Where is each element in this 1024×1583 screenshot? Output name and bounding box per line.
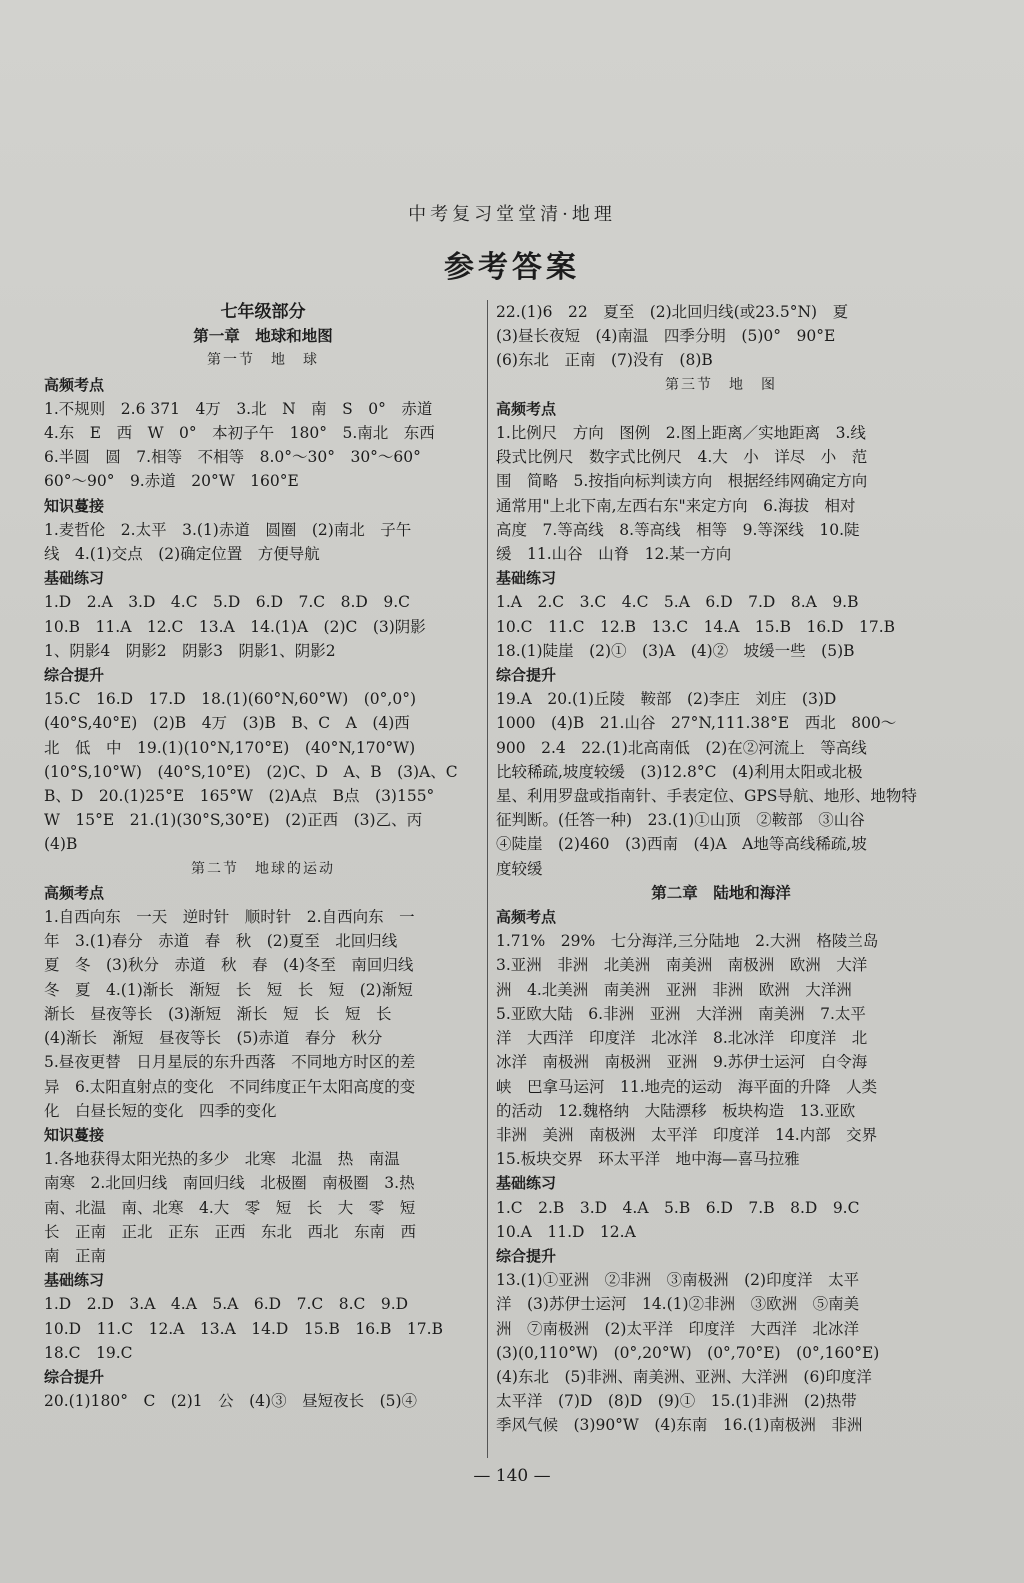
- page-number: — 140 —: [473, 1466, 551, 1486]
- answer-line: 高度 7.等高线 8.等高线 相等 9.等深线 10.陡: [496, 520, 860, 539]
- answer-line: 的活动 12.魏格纳 大陆漂移 板块构造 13.亚欧: [496, 1101, 856, 1120]
- answer-line: 非洲 美洲 南极洲 太平洋 印度洋 14.内部 交界: [496, 1125, 878, 1144]
- answer-line: 5.亚欧大陆 6.非洲 亚洲 大洋洲 南美洲 7.太平: [496, 1004, 866, 1023]
- answer-line: 18.(1)陡崖 (2)① (3)A (4)② 坡缓一些 (5)B: [496, 641, 855, 660]
- answer-line: 3.亚洲 非洲 北美洲 南美洲 南极洲 欧洲 大洋: [496, 956, 868, 975]
- section-heading: 第三节 地 图: [665, 376, 777, 393]
- answer-line: 10.B 11.A 12.C 13.A 14.(1)A (2)C (3)阴影: [44, 617, 426, 636]
- answer-line: 19.A 20.(1)丘陵 鞍部 (2)李庄 刘庄 (3)D: [496, 690, 837, 709]
- subsection-label: 基础练习: [44, 569, 105, 588]
- answer-line: 1.D 2.D 3.A 4.A 5.A 6.D 7.C 8.C 9.D: [44, 1295, 409, 1314]
- answer-line: 13.(1)①亚洲 ②非洲 ③南极洲 (2)印度洋 太平: [496, 1271, 860, 1290]
- subsection-label: 高频考点: [496, 908, 557, 927]
- answer-line: 1.比例尺 方向 图例 2.图上距离／实地距离 3.线: [496, 424, 866, 443]
- answer-line: 太平洋 (7)D (8)D (9)① 15.(1)非洲 (2)热带: [496, 1392, 857, 1411]
- answer-line: ④陡崖 (2)460 (3)西南 (4)A A地等高线稀疏,坡: [496, 835, 867, 854]
- answer-line: (4)B: [44, 835, 78, 854]
- column-divider: [487, 300, 488, 1458]
- answer-line: 4.东 E 西 W 0° 本初子午 180° 5.南北 东西: [44, 424, 435, 443]
- answer-line: 渐长 昼夜等长 (3)渐短 渐长 短 长 短 长: [44, 1004, 392, 1023]
- answer-line: (6)东北 正南 (7)没有 (8)B: [496, 351, 713, 370]
- answer-line: 化 白昼长短的变化 四季的变化: [44, 1101, 277, 1120]
- answer-line: 5.昼夜更替 日月星辰的东升西落 不同地方时区的差: [44, 1053, 416, 1072]
- subsection-label: 高频考点: [44, 883, 105, 902]
- subsection-label: 高频考点: [44, 375, 105, 394]
- answer-line: 年 3.(1)春分 赤道 春 秋 (2)夏至 北回归线: [44, 932, 398, 951]
- answer-line: 60°～90° 9.赤道 20°W 160°E: [44, 472, 299, 491]
- section-heading: 第一节 地 球: [207, 352, 319, 369]
- answer-line: 南、北温 南、北寒 4.大 零 短 长 大 零 短: [44, 1198, 416, 1217]
- page-title: 参考答案: [444, 250, 580, 285]
- answer-line: 900 2.4 22.(1)北高南低 (2)在②河流上 等高线: [496, 738, 867, 757]
- book-subtitle: 中考复习堂堂清·地理: [408, 204, 616, 225]
- answer-line: 1.自西向东 一天 逆时针 顺时针 2.自西向东 一: [44, 908, 415, 927]
- subsection-label: 基础练习: [44, 1271, 105, 1290]
- answer-line: 段式比例尺 数字式比例尺 4.大 小 详尽 小 范: [496, 448, 868, 467]
- answer-line: 通常用"上北下南,左西右东"来定方向 6.海拔 相对: [496, 496, 856, 515]
- part-heading: 七年级部分: [220, 302, 306, 322]
- answer-line: 15.板块交界 环太平洋 地中海—喜马拉雅: [496, 1150, 800, 1169]
- answer-line: 北 低 中 19.(1)(10°N,170°E) (40°N,170°W): [44, 738, 416, 757]
- left-column: [44, 300, 482, 1413]
- right-column: [496, 300, 946, 1438]
- answer-line: 洋 大西洋 印度洋 北冰洋 8.北冰洋 印度洋 北: [496, 1029, 868, 1048]
- answer-line: 峡 巴拿马运河 11.地壳的运动 海平面的升降 人类: [496, 1077, 878, 1096]
- answer-line: 异 6.太阳直射点的变化 不同纬度正午太阳高度的变: [44, 1077, 416, 1096]
- answer-line: 22.(1)6 22 夏至 (2)北回归线(或23.5°N) 夏: [496, 303, 849, 321]
- answer-line: 线 4.(1)交点 (2)确定位置 方便导航: [44, 545, 320, 564]
- answer-line: 洲 ⑦南极洲 (2)太平洋 印度洋 大西洋 北冰洋: [496, 1319, 859, 1338]
- answer-line: 冬 夏 4.(1)渐长 渐短 长 短 长 短 (2)渐短: [44, 980, 413, 999]
- answer-line: 长 正南 正北 正东 正西 东北 西北 东南 西: [44, 1222, 417, 1241]
- answer-line: 1.D 2.A 3.D 4.C 5.D 6.D 7.C 8.D 9.C: [44, 593, 411, 612]
- chapter-heading: 第二章 陆地和海洋: [651, 883, 791, 902]
- answer-line: 10.C 11.C 12.B 13.C 14.A 15.B 16.D 17.B: [496, 617, 896, 636]
- answer-line: 冰洋 南极洲 南极洲 亚洲 9.苏伊士运河 白令海: [496, 1053, 868, 1072]
- answer-line: 1.C 2.B 3.D 4.A 5.B 6.D 7.B 8.D 9.C: [496, 1198, 860, 1217]
- answer-line: 1.不规则 2.6 371 4万 3.北 N 南 S 0° 赤道: [44, 399, 433, 418]
- answer-line: 洲 4.北美洲 南美洲 亚洲 非洲 欧洲 大洋洲: [496, 980, 852, 999]
- answer-line: W 15°E 21.(1)(30°S,30°E) (2)正西 (3)乙、丙: [44, 811, 423, 830]
- subsection-label: 综合提升: [44, 1367, 105, 1386]
- answer-line: (4)东北 (5)非洲、南美洲、亚洲、大洋洲 (6)印度洋: [496, 1367, 872, 1386]
- answer-line: 星、利用罗盘或指南针、手表定位、GPS导航、地形、地物特: [496, 787, 917, 806]
- answer-line: 1.各地获得太阳光热的多少 北寒 北温 热 南温: [44, 1150, 400, 1169]
- answer-line: 1.A 2.C 3.C 4.C 5.A 6.D 7.D 8.A 9.B: [496, 593, 859, 612]
- answer-line: 1、阴影4 阴影2 阴影3 阴影1、阴影2: [44, 641, 336, 660]
- answer-line: 南寒 2.北回归线 南回归线 北极圈 南极圈 3.热: [44, 1174, 415, 1193]
- section-heading: 第二节 地球的运动: [191, 860, 335, 877]
- answer-line: 1000 (4)B 21.山谷 27°N,111.38°E 西北 800～: [496, 714, 897, 733]
- subsection-label: 基础练习: [496, 569, 557, 588]
- answer-line: 1.麦哲伦 2.太平 3.(1)赤道 圆圈 (2)南北 子午: [44, 520, 412, 539]
- answer-line: 20.(1)180° C (2)1 公 (4)③ 昼短夜长 (5)④: [44, 1392, 418, 1411]
- subsection-label: 知识蔓接: [44, 496, 105, 515]
- answer-line: 18.C 19.C: [44, 1343, 133, 1362]
- subsection-label: 知识蔓接: [44, 1125, 105, 1144]
- answer-line: 围 简略 5.按指向标判读方向 根据经纬网确定方向: [496, 472, 868, 491]
- answer-line: 比较稀疏,坡度较缓 (3)12.8°C (4)利用太阳或北极: [496, 762, 863, 781]
- subsection-label: 基础练习: [496, 1174, 557, 1193]
- answer-line: 10.A 11.D 12.A: [496, 1222, 636, 1241]
- answer-line: (3)昼长夜短 (4)南温 四季分明 (5)0° 90°E: [496, 327, 836, 346]
- subsection-label: 综合提升: [496, 666, 557, 685]
- answer-line: 10.D 11.C 12.A 13.A 14.D 15.B 16.B 17.B: [44, 1319, 443, 1338]
- answer-line: 15.C 16.D 17.D 18.(1)(60°N,60°W) (0°,0°): [44, 690, 416, 709]
- answer-line: 缓 11.山谷 山脊 12.某一方向: [496, 545, 732, 564]
- answer-line: 洋 (3)苏伊士运河 14.(1)②非洲 ③欧洲 ⑤南美: [496, 1295, 860, 1314]
- answer-line: (3)(0,110°W) (0°,20°W) (0°,70°E) (0°,160°E): [496, 1343, 880, 1362]
- subsection-label: 综合提升: [496, 1246, 557, 1265]
- answer-line: 季风气候 (3)90°W (4)东南 16.(1)南极洲 非洲: [496, 1416, 863, 1435]
- answer-line: B、D 20.(1)25°E 165°W (2)A点 B点 (3)155°: [44, 787, 435, 806]
- answer-line: 征判断。(任答一种) 23.(1)①山顶 ②鞍部 ③山谷: [496, 811, 865, 830]
- chapter-heading: 第一章 地球和地图: [193, 327, 333, 346]
- subsection-label: 综合提升: [44, 666, 105, 685]
- answer-line: 夏 冬 (3)秋分 赤道 秋 春 (4)冬至 南回归线: [44, 956, 414, 975]
- subsection-label: 高频考点: [496, 399, 557, 418]
- answer-line: 6.半圆 圆 7.相等 不相等 8.0°～30° 30°～60°: [44, 448, 421, 467]
- answer-line: (10°S,10°W) (40°S,10°E) (2)C、D A、B (3)A、C: [44, 762, 458, 781]
- answer-line: (40°S,40°E) (2)B 4万 (3)B B、C A (4)西: [44, 714, 410, 733]
- answer-line: (4)渐长 渐短 昼夜等长 (5)赤道 春分 秋分: [44, 1029, 383, 1048]
- answer-line: 度较缓: [496, 859, 543, 878]
- answer-line: 南 正南: [44, 1246, 107, 1265]
- answer-line: 1.71% 29% 七分海洋,三分陆地 2.大洲 格陵兰岛: [496, 932, 879, 951]
